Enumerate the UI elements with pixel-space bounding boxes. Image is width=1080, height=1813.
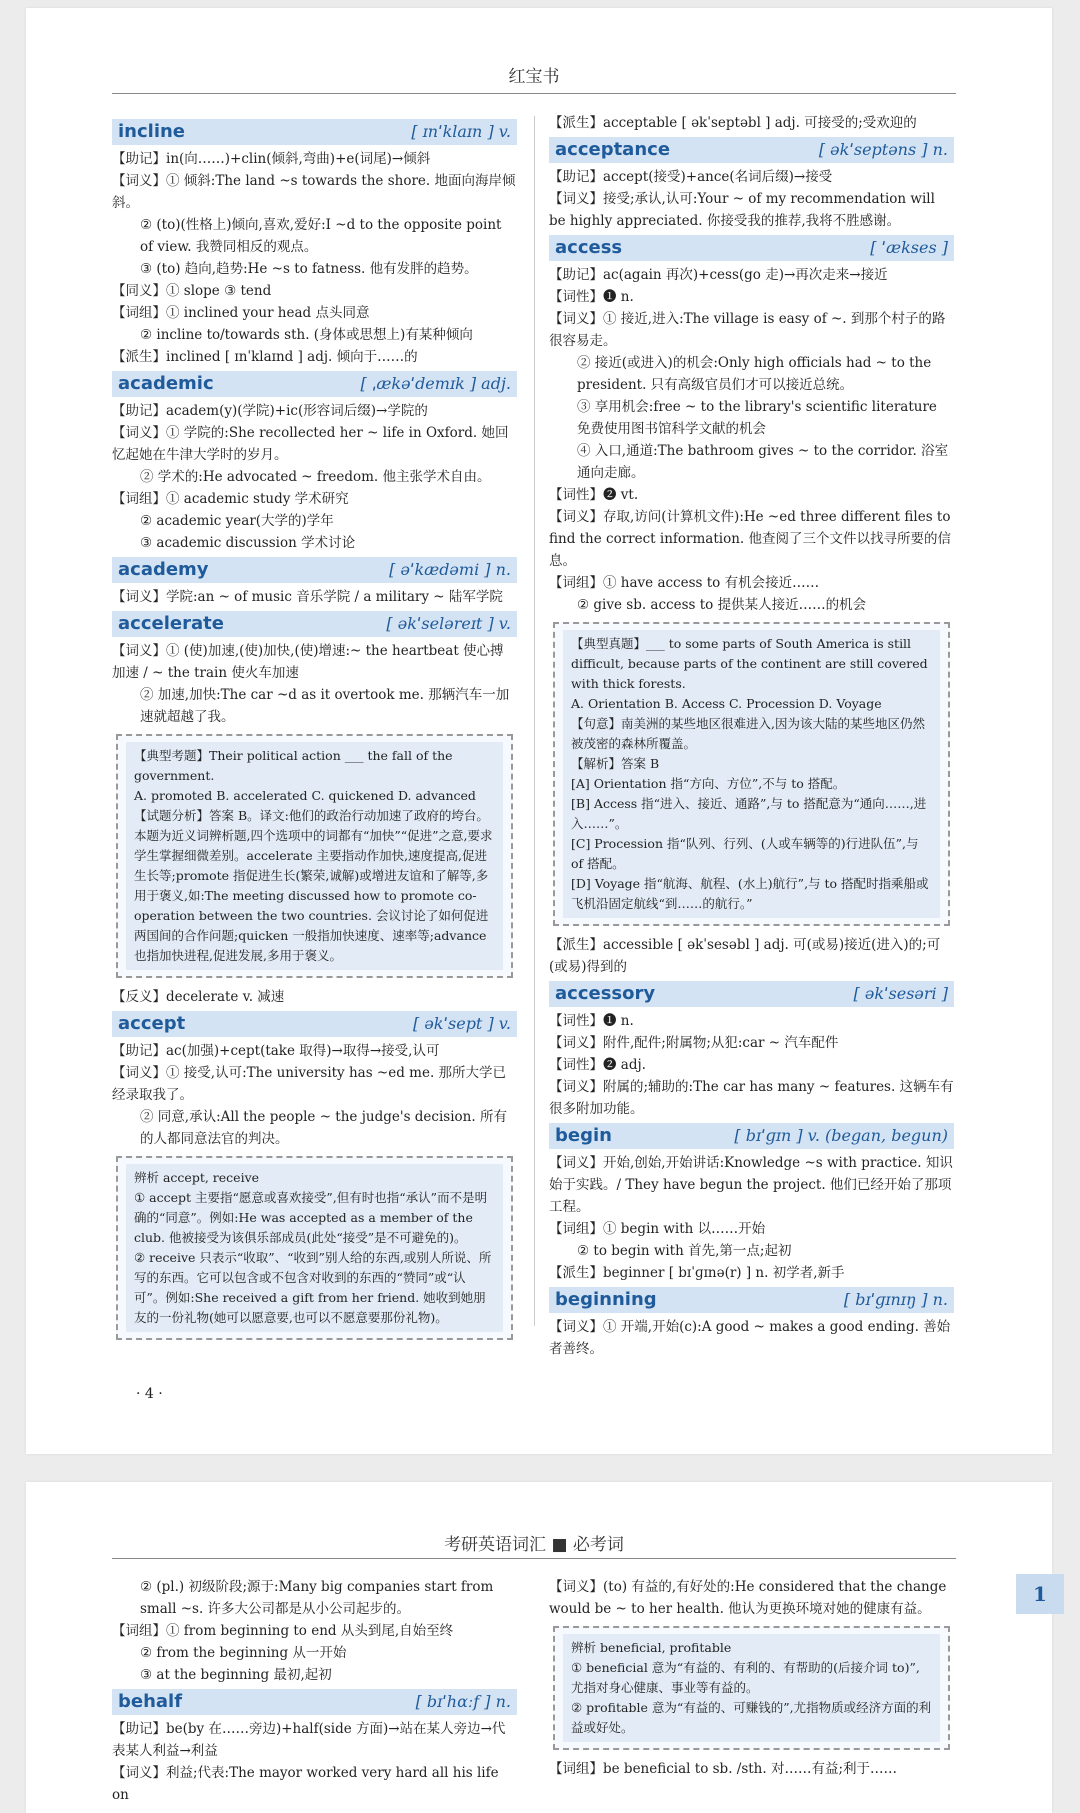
entry-line: 【词义】学院:an ~ of music 音乐学院 / a military ~ 陆军学院 xyxy=(112,589,503,605)
entry-line: 【派生】beginner [ bɪˈɡɪnə(r) ] n. 初学者,新手 xyxy=(549,1265,845,1281)
note-line: 【解析】答案 B xyxy=(571,756,660,771)
note-line: A. Orientation B. Access C. Procession D. Voyage xyxy=(571,696,882,711)
headword-bar xyxy=(112,371,517,397)
entry-line: 【助记】ac(加强)+cept(take 取得)→取得→接受,认可 xyxy=(112,1043,440,1059)
sense-line: ② (to)(性格上)倾向,喜欢,爱好:I ~d to the opposite point of view. 我赞同相反的观点。 xyxy=(140,217,502,255)
note-line: 【典型真题】___ to some parts of South America is still difficult, because parts of the continent are still covered with thick forests. xyxy=(571,636,928,691)
entry-line: 【词义】附件,配件;附属物;从犯:car ~ 汽车配件 xyxy=(549,1035,839,1051)
phonetic: [ ɪnˈklaɪn ] v. xyxy=(411,122,511,141)
note-line: 【试题分析】答案 B。译文:他们的政治行动加速了政府的垮台。本题为近义词辨析题,四个选项中的词都有“加快”“促进”之意,要求学生掌握细微差别。accelerate 主要指动作加快,速度提高,促进生长等;promote 指促进生长(繁荣,诚解)或增进友谊和了解等,多用于褒义,如:The meeting discussed how to promote co-operation between the two countries. 会议讨论了如何促进两国间的合作问题;quicken 一般指加快速度、速率等;advance 也指加快进程,促进发展,多用于褒义。 xyxy=(134,808,493,963)
headword: accept xyxy=(118,1013,186,1034)
entry-line: 【助记】be(by 在……旁边)+half(side 方面)→站在某人旁边→代表某人利益→利益 xyxy=(112,1721,506,1759)
phonetic: [ ˌækəˈdemɪk ] adj. xyxy=(360,374,511,393)
entry-line: 【词义】① (使)加速,(使)加快,(使)增速:~ the heartbeat 使心搏加速 / ~ the train 使火车加速 xyxy=(112,643,504,681)
headword: incline xyxy=(118,121,186,142)
sense-line: ④ 入口,通道:The bathroom gives ~ to the corridor. 浴室通向走廊。 xyxy=(577,443,949,481)
note-box xyxy=(116,1156,513,1340)
note-line: [A] Orientation 指“方向、方位”,不与 to 搭配。 xyxy=(571,776,846,791)
header-rule xyxy=(112,93,956,94)
page-number: · 4 · xyxy=(136,1386,163,1402)
note-line: ① accept 主要指“愿意或喜欢接受”,但有时也指“承认”而不是明确的“同意”。例如:He was accepted as a member of the club. 他被接受为该俱乐部成员(此处“接受”是不可避免的)。 xyxy=(134,1190,488,1245)
headword: academy xyxy=(118,559,209,580)
entry-line: 【词组】① academic study 学术研究 xyxy=(112,491,349,507)
headword-bar xyxy=(549,1287,954,1313)
headword: behalf xyxy=(118,1691,183,1712)
phonetic: [ əkˈseptəns ] n. xyxy=(818,140,948,159)
sense-line: ③ academic discussion 学术讨论 xyxy=(140,535,356,551)
sense-line: ② from the beginning 从一开始 xyxy=(140,1645,347,1661)
headword: accessory xyxy=(555,983,656,1004)
headword: accelerate xyxy=(118,613,224,634)
note-line: [D] Voyage 指“航海、航程、(水上)航行”,与 to 搭配时指乘船或飞机沿固定航线“到……的航行。” xyxy=(571,876,929,911)
note-line: 【典型考题】Their political action ___ the fall of the government. xyxy=(134,748,453,783)
entry-line: 【助记】in(向……)+clin(倾斜,弯曲)+e(词尾)→倾斜 xyxy=(112,151,431,167)
sense-line: ② academic year(大学的)学年 xyxy=(140,513,334,529)
note-line: ① beneficial 意为“有益的、有利的、有帮助的(后接介词 to)”,尤指对身心健康、事业等有益的。 xyxy=(571,1660,920,1695)
note-line: [C] Procession 指“队列、行列、(人或车辆等的)行进队伍”,与 of 搭配。 xyxy=(571,836,919,871)
note-line: 【句意】南美洲的某些地区很难进入,因为该大陆的某些地区仍然被茂密的森林所覆盖。 xyxy=(571,716,925,751)
note-box-content xyxy=(126,1164,503,1332)
entry-line: 【词义】存取,访问(计算机文件):He ~ed three different files to find the correct information. 他查阅了三个文件以找寻所要的信息。 xyxy=(549,509,951,569)
note-line: 辨析 accept, receive xyxy=(134,1170,260,1185)
left-column xyxy=(112,1576,517,1806)
entry-line: 【反义】decelerate v. 减速 xyxy=(112,989,285,1005)
sense-line: ② (pl.) 初级阶段;源于:Many big companies start from small ~s. 许多大公司都是从小公司起步的。 xyxy=(140,1579,494,1617)
entry-line: 【词义】利益;代表:The mayor worked very hard all his life on xyxy=(112,1765,499,1803)
phonetic: [ əkˈseləreɪt ] v. xyxy=(386,614,511,633)
note-box xyxy=(553,1626,950,1750)
left-column xyxy=(112,116,517,1348)
sense-line: ② 加速,加快:The car ~d as it overtook me. 那辆汽车一加速就超越了我。 xyxy=(140,687,510,725)
book-page-next xyxy=(26,1482,1052,1813)
header-rule xyxy=(112,1558,956,1559)
entry-line: 【词性】❷ adj. xyxy=(549,1057,646,1073)
right-column xyxy=(549,1576,954,1780)
note-line: ② profitable 意为“有益的、可赚钱的”,尤指物质或经济方面的利益或好处。 xyxy=(571,1700,932,1735)
phonetic: [ əkˈsept ] v. xyxy=(413,1014,511,1033)
headword-bar xyxy=(549,137,954,163)
right-column xyxy=(549,112,954,1360)
phonetic: [ bɪˈhɑːf ] n. xyxy=(415,1692,511,1711)
phonetic: [ bɪˈɡɪnɪŋ ] n. xyxy=(843,1290,948,1309)
book-page-4 xyxy=(26,8,1052,1454)
note-box xyxy=(116,734,513,978)
entry-line: 【词组】① have access to 有机会接近…… xyxy=(549,575,820,591)
headword-bar xyxy=(549,1123,954,1149)
entry-line: 【词性】❶ n. xyxy=(549,1013,634,1029)
headword-bar xyxy=(549,235,954,261)
headword-bar xyxy=(112,1689,517,1715)
phonetic: [ ˈækses ] xyxy=(870,238,948,257)
note-line: 辨析 beneficial, profitable xyxy=(571,1640,732,1655)
entry-line: 【助记】ac(again 再次)+cess(go 走)→再次走来→接近 xyxy=(549,267,888,283)
entry-line: 【派生】inclined [ ɪnˈklaɪnd ] adj. 倾向于……的 xyxy=(112,349,418,365)
entry-line: 【词义】① 开端,开始(c):A good ~ makes a good ending. 善始者善终。 xyxy=(549,1319,951,1357)
entry-line: 【词义】(to) 有益的,有好处的:He considered that the change would be ~ to her health. 他认为更换环境对她的健康有益。 xyxy=(549,1579,947,1617)
entry-line: 【词义】附属的;辅助的:The car has many ~ features. 这辆车有很多附加功能。 xyxy=(549,1079,954,1117)
sense-line: ② to begin with 首先,第一点;起初 xyxy=(577,1243,792,1259)
phonetic: [ əˈkædəmi ] n. xyxy=(389,560,511,579)
entry-line: 【词义】接受;承认,认可:Your ~ of my recommendation will be highly appreciated. 你接受我的推荐,我将不胜感谢。 xyxy=(549,191,935,229)
entry-line: 【助记】accept(接受)+ance(名词后缀)→接受 xyxy=(549,169,833,185)
headword: begin xyxy=(555,1125,612,1146)
headword: beginning xyxy=(555,1289,657,1310)
entry-line: 【词义】① 学院的:She recollected her ~ life in Oxford. 她回忆起她在牛津大学时的岁月。 xyxy=(112,425,509,463)
sense-line: ② 同意,承认:All the people ~ the judge's decision. 所有的人都同意法官的判决。 xyxy=(140,1109,507,1147)
headword-bar xyxy=(112,1011,517,1037)
entry-line: 【词性】❶ n. xyxy=(549,289,634,305)
note-line: A. promoted B. accelerated C. quickened D. advanced xyxy=(134,788,476,803)
entry-line: 【词义】① 接受,认可:The university has ~ed me. 那所大学已经录取我了。 xyxy=(112,1065,507,1103)
phonetic: [ əkˈsesəri ] xyxy=(853,984,948,1003)
note-box xyxy=(553,622,950,926)
running-head: 考研英语词汇 ■ 必考词 xyxy=(444,1535,624,1555)
column-divider xyxy=(534,116,535,1326)
entry-line: 【派生】accessible [ əkˈsesəbl ] adj. 可(或易)接近(进入)的;可(或易)得到的 xyxy=(549,937,941,975)
phonetic: [ bɪˈɡɪn ] v. (began, begun) xyxy=(734,1126,948,1145)
headword: acceptance xyxy=(555,139,671,160)
entry-line: 【词组】① begin with 以……开始 xyxy=(549,1221,766,1237)
entry-line: 【词组】be beneficial to sb. /sth. 对……有益;利于…… xyxy=(549,1761,898,1777)
note-box-content xyxy=(126,742,503,970)
sense-line: ③ 享用机会:free ~ to the library's scientific literature 免费使用图书馆科学文献的机会 xyxy=(577,399,937,437)
note-box-content xyxy=(563,630,940,918)
headword: access xyxy=(555,237,623,258)
entry-line: 【助记】academ(y)(学院)+ic(形容词后缀)→学院的 xyxy=(112,403,428,419)
entry-line: 【同义】① slope ③ tend xyxy=(112,283,272,299)
running-head: 红宝书 xyxy=(508,67,560,87)
sense-line: ③ (to) 趋向,趋势:He ~s to fatness. 他有发胖的趋势。 xyxy=(140,261,478,277)
headword-bar xyxy=(112,557,517,583)
chapter-tab: 1 xyxy=(1016,1574,1064,1614)
entry-line: 【派生】acceptable [ əkˈseptəbl ] adj. 可接受的;受欢迎的 xyxy=(549,115,917,131)
sense-line: ② 学术的:He advocated ~ freedom. 他主张学术自由。 xyxy=(140,469,491,485)
note-line: [B] Access 指“进入、接近、通路”,与 to 搭配意为“通向……,进入……”。 xyxy=(571,796,927,831)
headword: academic xyxy=(118,373,214,394)
headword-bar xyxy=(112,611,517,637)
headword-bar xyxy=(112,119,517,145)
sense-line: ② incline to/towards sth. (身体或思想上)有某种倾向 xyxy=(140,327,473,343)
sense-line: ② 接近(或进入)的机会:Only high officials had ~ to the president. 只有高级官员们才可以接近总统。 xyxy=(577,355,932,393)
note-line: ② receive 只表示“收取”、“收到”别人给的东西,或别人所说、所写的东西。它可以包含或不包含对收到的东西的“赞同”或“认可”。例如:She received a gift from her friend. 她收到她朋友的一份礼物(她可以愿意要,也可以不愿意要那份礼物)。 xyxy=(134,1250,492,1325)
entry-line: 【词义】① 接近,进入:The village is easy of ~. 到那个村子的路很容易走。 xyxy=(549,311,946,349)
sense-line: ③ at the beginning 最初,起初 xyxy=(140,1667,332,1683)
sense-line: ② give sb. access to 提供某人接近……的机会 xyxy=(577,597,867,613)
headword-bar xyxy=(549,981,954,1007)
entry-line: 【词组】① inclined your head 点头同意 xyxy=(112,305,370,321)
entry-line: 【词义】① 倾斜:The land ~s towards the shore. 地面向海岸倾斜。 xyxy=(112,173,516,211)
note-box-content xyxy=(563,1634,940,1742)
entry-line: 【词组】① from beginning to end 从头到尾,自始至终 xyxy=(112,1623,454,1639)
entry-line: 【词义】开始,创始,开始讲话:Knowledge ~s with practice. 知识始于实践。/ They have begun the project. 他们已经开始了那项工程。 xyxy=(549,1155,953,1215)
entry-line: 【词性】❷ vt. xyxy=(549,487,639,503)
